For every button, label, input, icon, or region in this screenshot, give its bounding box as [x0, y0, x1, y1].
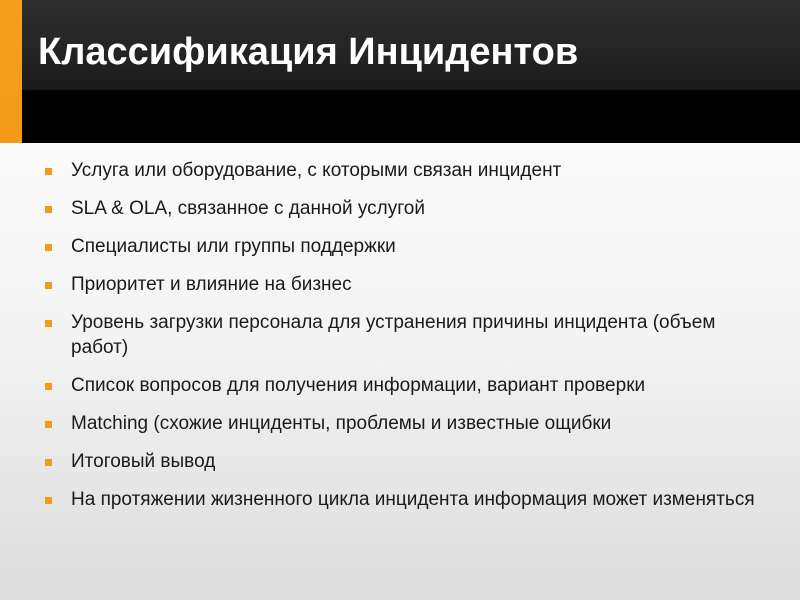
bullet-text: Список вопросов для получения информации, вариант проверки	[71, 375, 646, 396]
square-bullet-icon	[45, 421, 52, 428]
orange-accent-bar	[0, 0, 22, 143]
square-bullet-icon	[45, 282, 52, 289]
bullet-text: Приоритет и влияние на бизнес	[71, 274, 352, 295]
square-bullet-icon	[45, 206, 52, 213]
bullet-text: Matching (схожие инциденты, проблемы и известные ощибки	[71, 413, 612, 434]
bullet-text: На протяжении жизненного цикла инцидента информация может изменяться	[71, 489, 755, 510]
bullet-item	[0, 449, 800, 474]
bullet-item	[0, 272, 800, 297]
bullet-text: Итоговый вывод	[71, 451, 216, 472]
bullet-item	[0, 411, 800, 436]
square-bullet-icon	[45, 244, 52, 251]
bullet-item	[0, 373, 800, 398]
bullet-item	[0, 234, 800, 259]
bullet-list	[0, 158, 800, 525]
title-header-band	[0, 0, 800, 143]
bullet-text: SLA & OLA, связанное с данной услугой	[71, 198, 425, 219]
square-bullet-icon	[45, 168, 52, 175]
square-bullet-icon	[45, 459, 52, 466]
bullet-item	[0, 487, 800, 512]
bullet-text: Уровень загрузки персонала для устранения причины инцидента (объем работ)	[71, 312, 716, 358]
bullet-item	[0, 158, 800, 183]
bullet-text: Специалисты или группы поддержки	[71, 236, 396, 257]
square-bullet-icon	[45, 497, 52, 504]
square-bullet-icon	[45, 320, 52, 327]
square-bullet-icon	[45, 383, 52, 390]
slide-title: Классификация Инцидентов	[38, 31, 579, 73]
bullet-text: Услуга или оборудование, с которыми связан инцидент	[71, 160, 562, 181]
bullet-item	[0, 310, 800, 360]
bullet-item	[0, 196, 800, 221]
